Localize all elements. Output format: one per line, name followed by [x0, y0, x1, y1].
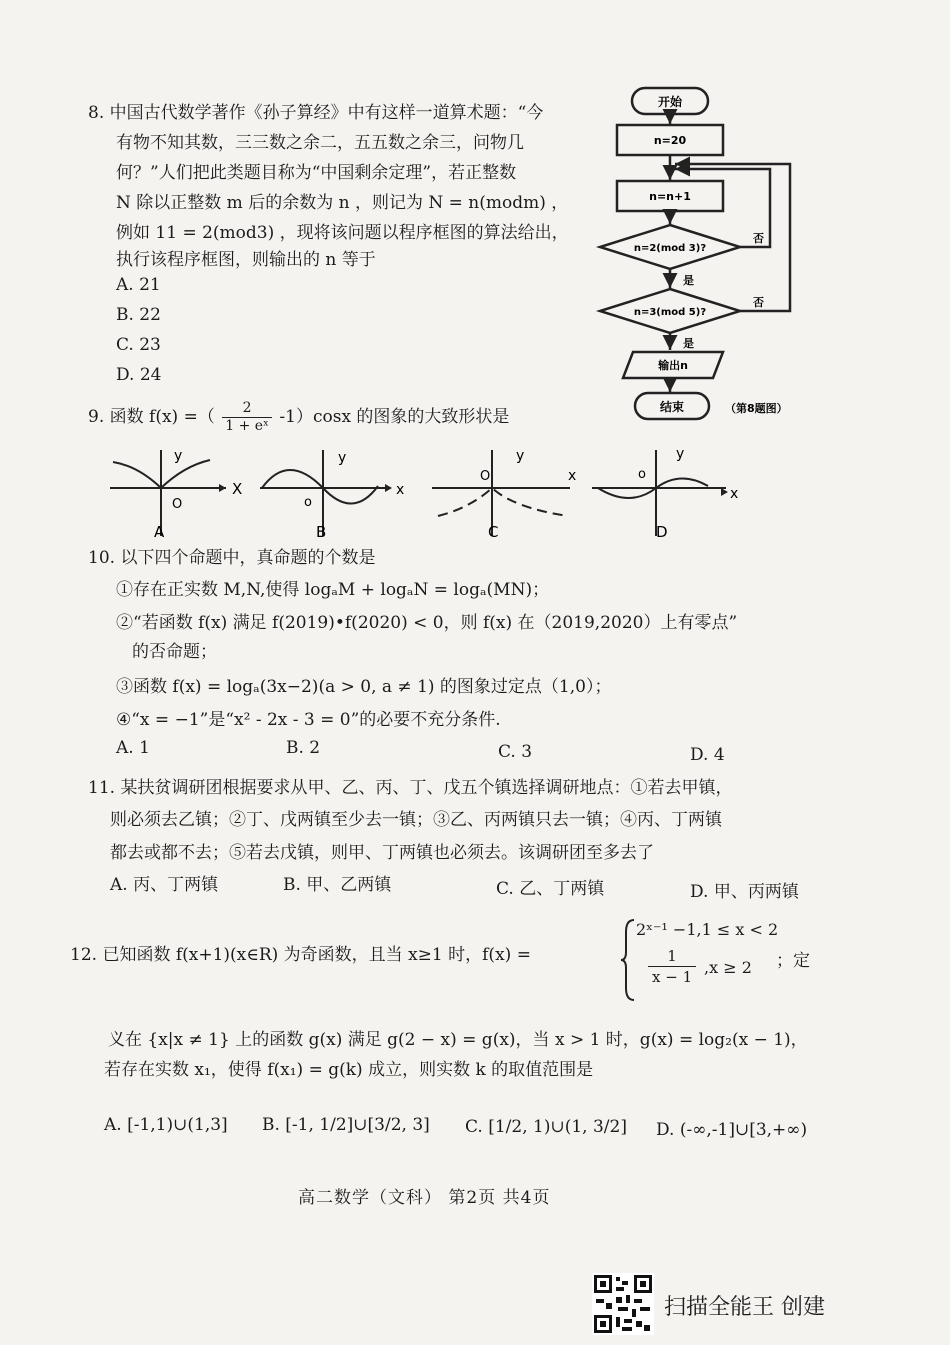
flow-yes-2: 是: [683, 337, 694, 350]
graph-a-label: A: [154, 523, 165, 540]
flow-step-text: n=n+1: [649, 190, 691, 203]
q12-case-2-num: 1: [648, 946, 696, 967]
q12-option-a: A. [-1,1)∪(1,3]: [104, 1115, 228, 1135]
q10-item-1: ①存在正实数 M,N,使得 logₐM + logₐN = logₐ(MN)；: [116, 580, 550, 600]
flow-no-1: 否: [753, 232, 764, 245]
flow-end-text: 结束: [659, 400, 685, 414]
q9-graph-d: [590, 448, 750, 540]
flow-no-2: 否: [753, 296, 764, 309]
q9-graph-a: [108, 448, 268, 540]
graph-c-x: x: [568, 468, 577, 484]
graph-c-svg: [430, 448, 590, 540]
flow-init-text: n=20: [653, 134, 687, 147]
q8-option-b: B. 22: [116, 305, 161, 325]
q8-option-c: C. 23: [116, 335, 161, 355]
q8-line-2: 有物不知其数，三三数之余二，五五数之余三，问物几: [116, 133, 524, 153]
flow-output-text: 输出n: [658, 359, 688, 372]
q11-line-1: 11. 某扶贫调研团根据要求从甲、乙、丙、丁、戊五个镇选择调研地点：①若去甲镇，: [88, 778, 733, 798]
q10-item-2: ②“若函数 f(x) 满足 f(2019)•f(2020) < 0，则 f(x) 在（2019,2020）上有零点”: [116, 613, 738, 633]
q12-line-2: 义在 {x|x ≠ 1} 上的函数 g(x) 满足 g(2 − x) = g(x)，当 x > 1 时，g(x) = log₂(x − 1)，: [108, 1030, 808, 1050]
q8-line-3: 何？”人们把此类题目称为“中国剩余定理”，若正整数: [116, 163, 517, 183]
q12-line-1-tail: ；定: [776, 951, 810, 971]
graph-b-label: B: [316, 523, 327, 540]
q12-case-2-den: x − 1: [652, 968, 693, 986]
graph-d-x: x: [730, 486, 739, 502]
q11-option-b: B. 甲、乙两镇: [283, 875, 392, 895]
q11-option-c: C. 乙、丁两镇: [496, 879, 605, 899]
graph-a-svg: [108, 448, 268, 540]
q11-option-d: D. 甲、丙两镇: [690, 882, 799, 902]
q10-item-2-cont: 的否命题；: [132, 642, 217, 662]
graph-d-y: y: [676, 448, 685, 462]
q12-option-c: C. [1/2, 1)∪(1, 3/2]: [465, 1117, 627, 1137]
q9-suffix: -1）cosx 的图象的大致形状是: [279, 407, 510, 427]
q9-stem: [88, 400, 509, 435]
q12-option-b: B. [-1, 1/2]∪[3/2, 3]: [262, 1115, 430, 1135]
flow-caption: （第8题图）: [725, 402, 788, 415]
q12-line-1: 12. 已知函数 f(x+1)(x∈R) 为奇函数，且当 x≥1 时，f(x) =: [70, 945, 531, 965]
graph-d-svg: [590, 448, 750, 540]
q12-case-2-cond: ,x ≥ 2: [704, 958, 752, 977]
q12-option-d: D. (-∞,-1]∪[3,+∞): [656, 1120, 808, 1140]
graph-c-o: O: [480, 469, 491, 484]
q8-line-6: 执行该程序框图，则输出的 n 等于: [116, 250, 376, 270]
q10-item-3: ③函数 f(x) = logₐ(3x−2)(a > 0, a ≠ 1) 的图象过定点（1,0）；: [116, 677, 612, 697]
q12-line-3: 若存在实数 x₁，使得 f(x₁) = g(k) 成立，则实数 k 的取值范围是: [104, 1060, 594, 1080]
graph-b-y: y: [338, 450, 347, 466]
flowchart-svg: [595, 82, 825, 427]
q9-prefix: 9. 函数 f(x) =（: [88, 407, 215, 427]
q8-option-a: A. 21: [116, 275, 161, 295]
q10-item-4: ④“x = −1”是“x² - 2x - 3 = 0”的必要不充分条件.: [116, 710, 501, 730]
graph-d-label: D: [656, 523, 668, 540]
q9-graph-c: [430, 448, 590, 540]
q8-line-5: 例如 11 = 2(mod3) ，现将该问题以程序框图的算法给出，: [116, 223, 569, 243]
graph-b-x: x: [396, 482, 405, 498]
page-footer: 高二数学（文科） 第2页 共4页: [298, 1188, 551, 1208]
flow-yes-1: 是: [683, 274, 694, 287]
q8-line-4: N 除以正整数 m 后的余数为 n ，则记为 N = n(modm) ，: [116, 193, 569, 213]
q10-option-a: A. 1: [116, 738, 150, 758]
q11-line-3: 都去或都不去；⑤若去戊镇，则甲、丁两镇也必须去。该调研团至多去了: [110, 843, 654, 863]
q9-fraction: [222, 400, 272, 435]
q10-option-b: B. 2: [286, 738, 321, 758]
q9-frac-den: 1 + eˣ: [225, 418, 269, 434]
scanner-watermark: 扫描全能王 创建: [664, 1295, 825, 1320]
q10-option-d: D. 4: [690, 745, 725, 765]
graph-c-label: C: [488, 523, 499, 540]
q11-option-a: A. 丙、丁两镇: [110, 875, 219, 895]
graph-d-o: o: [638, 467, 646, 482]
graph-b-o: o: [304, 495, 312, 510]
graph-b-svg: [258, 448, 418, 540]
graph-c-y: y: [516, 448, 525, 464]
q8-line-1: 8. 中国古代数学著作《孙子算经》中有这样一道算术题：“今: [88, 103, 544, 123]
q8-flowchart: [595, 82, 825, 427]
graph-a-y: y: [174, 448, 183, 464]
q12-case-2-frac: [648, 946, 696, 987]
graph-a-x: X: [232, 480, 243, 498]
qr-code-icon: [592, 1273, 654, 1335]
graph-a-o: O: [172, 497, 183, 512]
q10-option-c: C. 3: [498, 742, 533, 762]
q11-line-2: 则必须去乙镇；②丁、戊两镇至少去一镇；③乙、丙两镇只去一镇；④丙、丁两镇: [110, 810, 722, 830]
q12-brace: [620, 918, 636, 1002]
q12-case-1: 2ˣ⁻¹ −1,1 ≤ x < 2: [636, 920, 779, 939]
q9-graph-b: [258, 448, 418, 540]
flow-cond1-text: n=2(mod 3)?: [633, 243, 707, 254]
q10-stem: 10. 以下四个命题中，真命题的个数是: [88, 548, 376, 568]
flow-start-text: 开始: [657, 95, 683, 109]
flow-cond2-text: n=3(mod 5)?: [633, 307, 707, 318]
q8-option-d: D. 24: [116, 365, 162, 385]
q9-frac-num: 2: [222, 400, 272, 418]
